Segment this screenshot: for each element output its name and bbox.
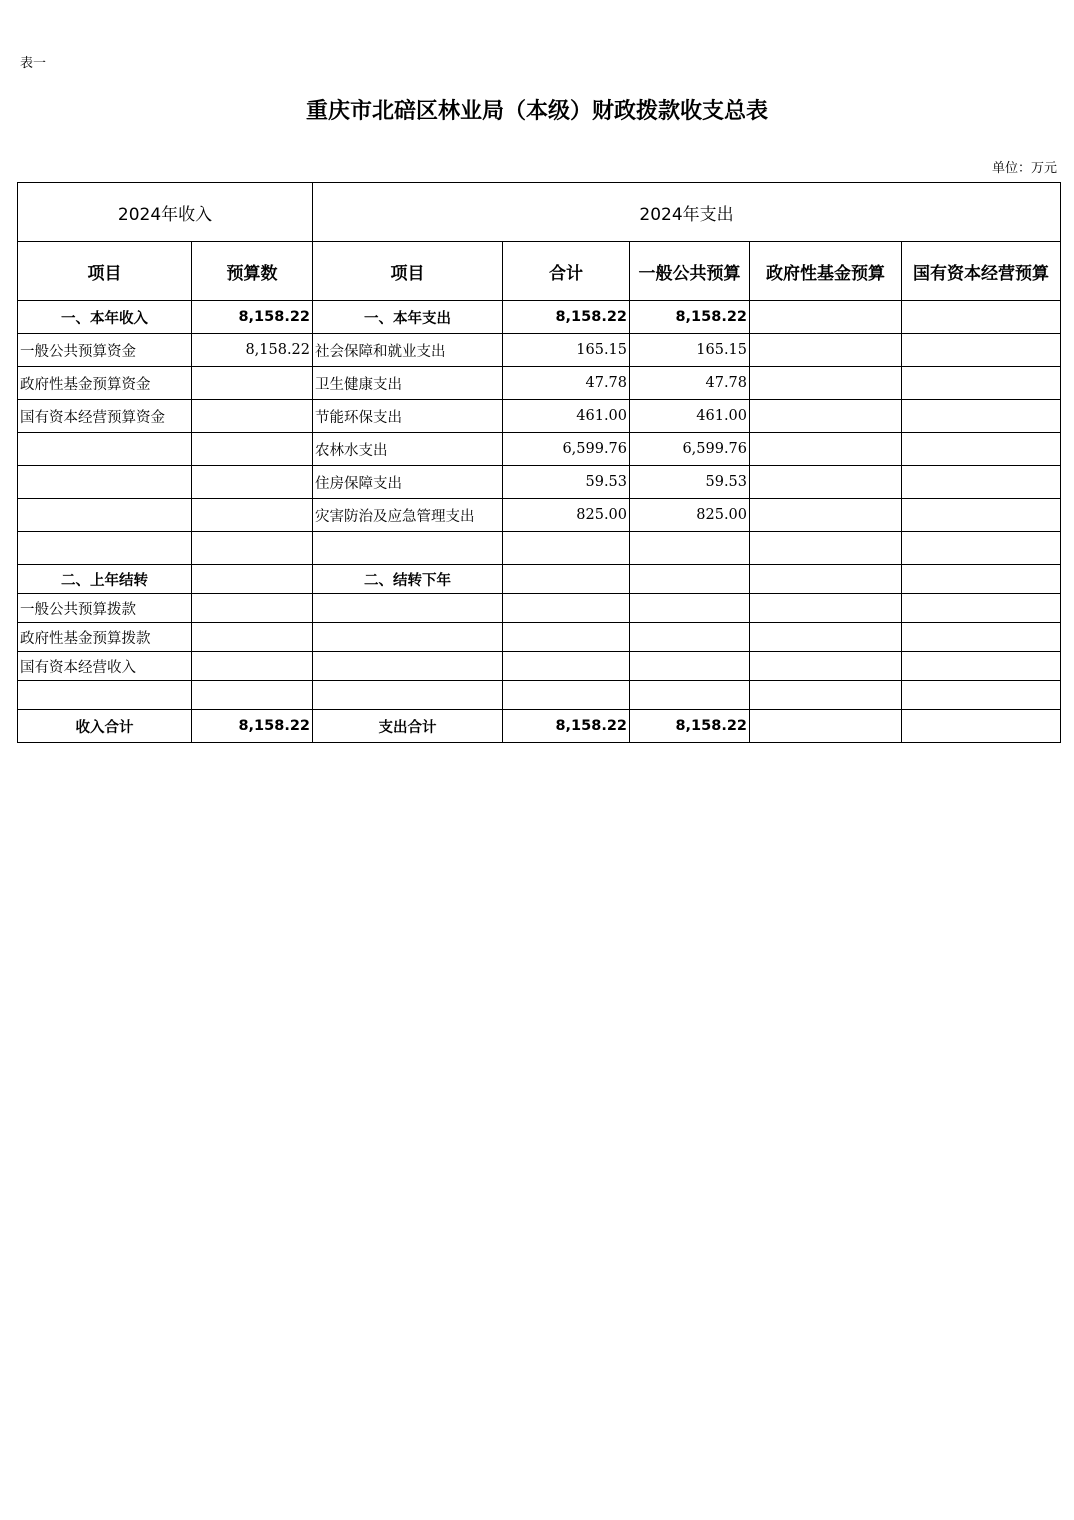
col-state-capital-budget: 国有资本经营预算 [902, 242, 1061, 301]
table-cell [902, 301, 1061, 334]
table-cell: 8,158.22 [630, 301, 750, 334]
table-cell [750, 594, 902, 623]
table-cell: 461.00 [503, 400, 630, 433]
column-header-row [18, 242, 1061, 301]
table-cell [192, 400, 313, 433]
table-cell [192, 652, 313, 681]
table-cell [192, 623, 313, 652]
table-cell [192, 367, 313, 400]
table-cell [630, 565, 750, 594]
table-cell: 8,158.22 [630, 710, 750, 743]
table-cell: 6,599.76 [630, 433, 750, 466]
col-income-budget: 预算数 [192, 242, 313, 301]
table-row [18, 466, 1061, 499]
table-cell [750, 499, 902, 532]
table-cell: 收入合计 [18, 710, 192, 743]
expense-section-header: 2024年支出 [313, 183, 1061, 242]
unit-label: 单位：万元 [991, 161, 1057, 176]
table-cell [192, 532, 313, 565]
table-cell [503, 623, 630, 652]
table-row [18, 565, 1061, 594]
table-cell [18, 532, 192, 565]
table-cell [902, 652, 1061, 681]
table-cell [503, 681, 630, 710]
table-cell: 825.00 [630, 499, 750, 532]
table-cell [750, 466, 902, 499]
income-section-header: 2024年收入 [18, 183, 313, 242]
table-cell [503, 652, 630, 681]
table-cell: 59.53 [503, 466, 630, 499]
table-cell [750, 433, 902, 466]
table-cell: 47.78 [503, 367, 630, 400]
table-cell [902, 466, 1061, 499]
table-cell [18, 433, 192, 466]
table-cell [18, 681, 192, 710]
table-cell [750, 400, 902, 433]
table-row [18, 652, 1061, 681]
table-cell [313, 681, 503, 710]
table-cell [902, 367, 1061, 400]
budget-table [17, 182, 1061, 743]
col-expense-total: 合计 [503, 242, 630, 301]
table-cell: 一、本年支出 [313, 301, 503, 334]
table-cell: 8,158.22 [503, 301, 630, 334]
table-cell [18, 499, 192, 532]
table-cell: 461.00 [630, 400, 750, 433]
table-cell [192, 499, 313, 532]
table-cell: 6,599.76 [503, 433, 630, 466]
table-cell [750, 532, 902, 565]
table-cell [750, 681, 902, 710]
table-cell [630, 652, 750, 681]
table-cell [192, 466, 313, 499]
table-row [18, 400, 1061, 433]
col-expense-item: 项目 [313, 242, 503, 301]
table-cell [192, 681, 313, 710]
table-cell [902, 710, 1061, 743]
table-row [18, 594, 1061, 623]
table-cell [750, 367, 902, 400]
table-cell: 47.78 [630, 367, 750, 400]
table-cell [313, 652, 503, 681]
table-cell [902, 681, 1061, 710]
table-cell [902, 623, 1061, 652]
table-row [18, 710, 1061, 743]
table-cell: 灾害防治及应急管理支出 [313, 499, 503, 532]
table-cell: 农林水支出 [313, 433, 503, 466]
table-row [18, 433, 1061, 466]
table-cell: 二、结转下年 [313, 565, 503, 594]
table-cell [192, 594, 313, 623]
table-row [18, 499, 1061, 532]
table-cell: 825.00 [503, 499, 630, 532]
table-cell: 59.53 [630, 466, 750, 499]
table-cell [902, 400, 1061, 433]
table-cell: 8,158.22 [192, 710, 313, 743]
table-cell: 国有资本经营收入 [18, 652, 192, 681]
table-cell [630, 681, 750, 710]
table-cell: 二、上年结转 [18, 565, 192, 594]
table-row [18, 532, 1061, 565]
table-cell [902, 565, 1061, 594]
table-cell [313, 594, 503, 623]
table-cell: 政府性基金预算拨款 [18, 623, 192, 652]
table-cell: 政府性基金预算资金 [18, 367, 192, 400]
table-cell [630, 532, 750, 565]
table-cell: 8,158.22 [192, 301, 313, 334]
table-cell: 165.15 [503, 334, 630, 367]
table-cell [750, 623, 902, 652]
table-cell [750, 334, 902, 367]
table-cell [902, 499, 1061, 532]
table-label: 表一 [20, 56, 47, 71]
table-cell [630, 594, 750, 623]
table-cell [750, 652, 902, 681]
table-cell: 社会保障和就业支出 [313, 334, 503, 367]
table-cell [313, 532, 503, 565]
table-row [18, 623, 1061, 652]
table-cell [902, 433, 1061, 466]
table-cell [750, 301, 902, 334]
table-cell [750, 710, 902, 743]
table-cell [503, 594, 630, 623]
table-cell [630, 623, 750, 652]
table-cell: 一、本年收入 [18, 301, 192, 334]
table-cell [192, 433, 313, 466]
table-cell [902, 594, 1061, 623]
table-cell [313, 623, 503, 652]
table-cell: 住房保障支出 [313, 466, 503, 499]
table-cell [902, 334, 1061, 367]
table-cell: 8,158.22 [192, 334, 313, 367]
table-cell [750, 565, 902, 594]
table-row [18, 367, 1061, 400]
table-cell: 8,158.22 [503, 710, 630, 743]
table-row [18, 301, 1061, 334]
table-cell [503, 532, 630, 565]
table-cell: 165.15 [630, 334, 750, 367]
col-general-budget: 一般公共预算 [630, 242, 750, 301]
table-cell [192, 565, 313, 594]
table-cell: 支出合计 [313, 710, 503, 743]
table-row [18, 334, 1061, 367]
table-cell [902, 532, 1061, 565]
table-cell [18, 466, 192, 499]
table-cell: 卫生健康支出 [313, 367, 503, 400]
table-cell: 一般公共预算拨款 [18, 594, 192, 623]
table-cell: 国有资本经营预算资金 [18, 400, 192, 433]
col-gov-fund-budget: 政府性基金预算 [750, 242, 902, 301]
table-cell [503, 565, 630, 594]
col-income-item: 项目 [18, 242, 192, 301]
table-row [18, 681, 1061, 710]
section-header-row [18, 183, 1061, 242]
table-cell: 节能环保支出 [313, 400, 503, 433]
page-title: 重庆市北碚区林业局（本级）财政拨款收支总表 [305, 99, 768, 124]
table-cell: 一般公共预算资金 [18, 334, 192, 367]
